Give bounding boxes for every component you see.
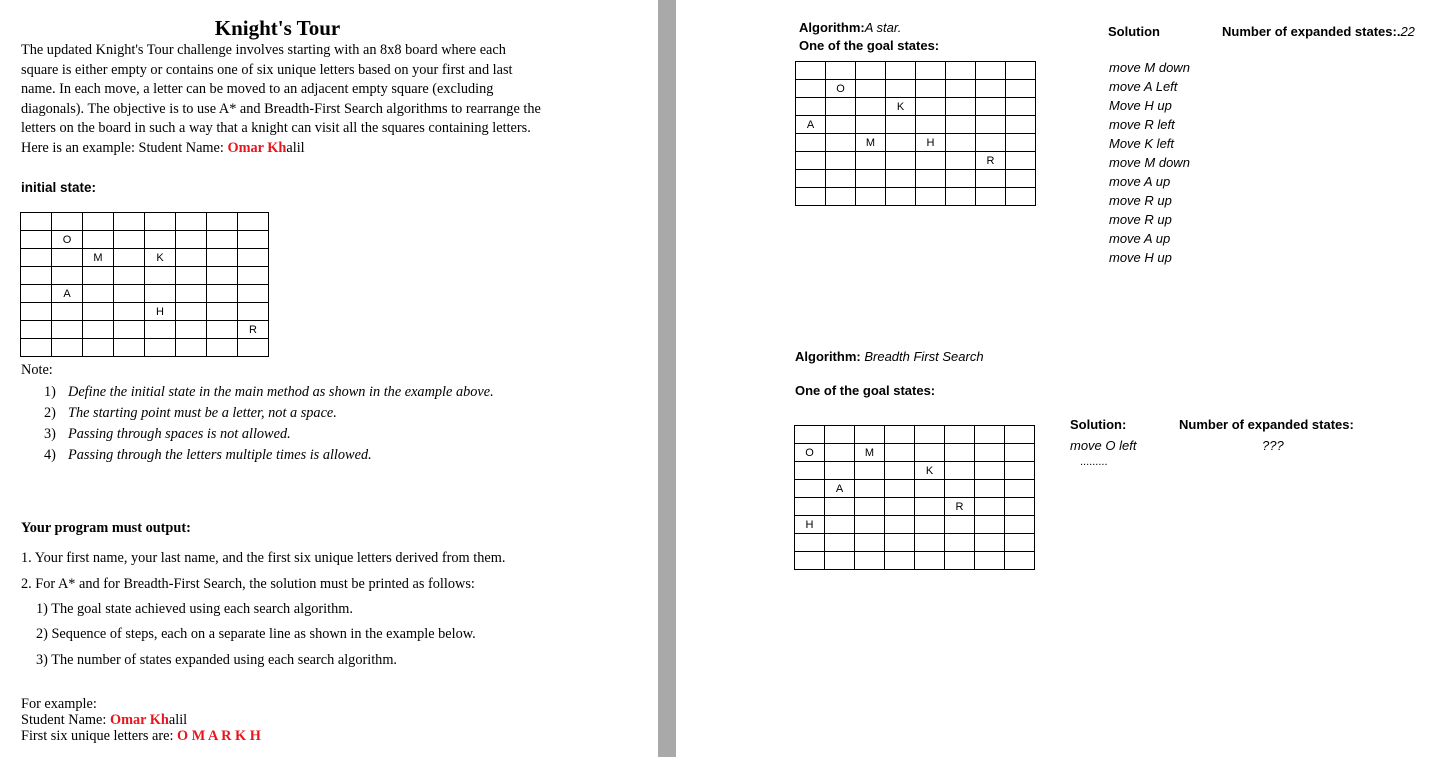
bfs-grid-cell (1005, 462, 1035, 480)
output-subitem: 3) The number of states expanded using each search algorithm. (36, 652, 398, 668)
bfs-expanded-label: Number of expanded states: (1179, 417, 1354, 432)
astar-grid-cell (856, 116, 886, 134)
bfs-grid-cell (885, 480, 915, 498)
bfs-goal-label: One of the goal states: (795, 383, 936, 398)
bfs-grid-cell (855, 480, 885, 498)
initial-grid-cell: H (145, 303, 176, 321)
initial-grid-cell (21, 339, 52, 357)
bfs-grid-cell (945, 516, 975, 534)
initial-state-grid (20, 212, 269, 357)
bfs-grid-row (795, 534, 1035, 552)
output-subitem: 1) The goal state achieved using each search algorithm. (36, 601, 353, 617)
astar-grid-cell (886, 188, 916, 206)
initial-grid-cell (176, 213, 207, 231)
astar-grid-cell (826, 62, 856, 80)
note-text: Passing through the letters multiple times is allowed. (68, 447, 372, 463)
initial-grid-cell (21, 231, 52, 249)
initial-grid-row (21, 213, 269, 231)
initial-grid-cell (207, 303, 238, 321)
initial-grid-cell (238, 339, 269, 357)
bfs-grid-cell (885, 462, 915, 480)
bfs-grid-cell (1005, 426, 1035, 444)
bfs-grid-cell: R (945, 498, 975, 516)
bfs-grid-cell (915, 534, 945, 552)
bfs-grid-cell: A (825, 480, 855, 498)
bfs-grid-cell (915, 498, 945, 516)
initial-grid-cell: A (52, 285, 83, 303)
astar-grid-cell (976, 116, 1006, 134)
astar-grid-cell (1006, 98, 1036, 116)
bfs-grid-cell (855, 498, 885, 516)
example-prefix: Here is an example: Student Name: (21, 139, 228, 156)
bfs-grid-cell (945, 480, 975, 498)
astar-grid-row (796, 152, 1036, 170)
astar-grid-cell (826, 98, 856, 116)
bfs-grid-cell (915, 480, 945, 498)
astar-grid-cell (1006, 62, 1036, 80)
astar-grid-cell (976, 134, 1006, 152)
initial-grid-cell (176, 249, 207, 267)
astar-grid-row (796, 116, 1036, 134)
bfs-grid-cell (945, 552, 975, 570)
astar-solution-label: Solution (1108, 24, 1160, 39)
bfs-algorithm-label: Algorithm: (795, 349, 861, 364)
bfs-grid-cell (795, 480, 825, 498)
initial-grid-row (21, 231, 269, 249)
initial-grid-cell: R (238, 321, 269, 339)
student-name-line (21, 712, 261, 728)
bfs-grid-cell (945, 444, 975, 462)
initial-grid-cell (52, 303, 83, 321)
astar-grid-cell (826, 188, 856, 206)
initial-grid-cell (21, 249, 52, 267)
astar-grid-cell (796, 170, 826, 188)
bfs-grid-cell (975, 552, 1005, 570)
initial-grid-cell (21, 303, 52, 321)
initial-grid-cell (83, 285, 114, 303)
bfs-grid-cell (1005, 444, 1035, 462)
bfs-grid-row (795, 444, 1035, 462)
bfs-grid-cell (795, 498, 825, 516)
bfs-grid-cell (825, 534, 855, 552)
initial-grid-cell (52, 249, 83, 267)
initial-grid-cell (83, 321, 114, 339)
astar-grid-cell (826, 170, 856, 188)
initial-grid-cell (52, 339, 83, 357)
bfs-grid-cell (795, 462, 825, 480)
initial-grid-cell (83, 303, 114, 321)
bfs-grid-cell (975, 462, 1005, 480)
bfs-algorithm-value: Breadth First Search (864, 349, 984, 364)
bfs-grid-cell (795, 426, 825, 444)
initial-grid-row (21, 267, 269, 285)
astar-grid-cell: O (826, 80, 856, 98)
astar-grid-cell (856, 98, 886, 116)
initial-grid-cell (207, 213, 238, 231)
document-title: Knight's Tour (214, 16, 341, 40)
bfs-grid-cell (975, 516, 1005, 534)
astar-grid-cell (1006, 116, 1036, 134)
bfs-grid-cell (885, 534, 915, 552)
astar-grid-cell (976, 170, 1006, 188)
initial-grid-row (21, 249, 269, 267)
initial-state-label: initial state: (21, 180, 97, 195)
astar-grid-row (796, 170, 1036, 188)
bfs-ellipsis: ......... (1080, 456, 1108, 468)
bfs-grid-cell (975, 534, 1005, 552)
bfs-grid-cell (825, 426, 855, 444)
astar-grid-cell (796, 134, 826, 152)
astar-move: move A Left (1109, 79, 1178, 94)
output-item: 1. Your first name, your last name, and the first six unique letters derived from them. (21, 550, 506, 566)
astar-grid-cell (796, 62, 826, 80)
astar-grid-cell (946, 116, 976, 134)
initial-grid-cell (207, 231, 238, 249)
astar-algorithm-value: A star. (864, 20, 902, 35)
bfs-algorithm-line (795, 349, 984, 364)
astar-grid-cell (856, 170, 886, 188)
initial-grid-cell (83, 231, 114, 249)
initial-grid-cell (176, 321, 207, 339)
example-name-rest: alil (286, 139, 305, 156)
bfs-grid-row (795, 498, 1035, 516)
bfs-grid-cell (945, 426, 975, 444)
initial-grid-cell (145, 321, 176, 339)
output-label: Your program must output: (21, 520, 191, 536)
astar-move: move M down (1109, 155, 1190, 170)
initial-grid-cell (83, 339, 114, 357)
bfs-grid-cell: M (855, 444, 885, 462)
astar-grid-cell: A (796, 116, 826, 134)
astar-grid-cell (796, 98, 826, 116)
astar-grid-cell (1006, 188, 1036, 206)
bfs-grid-cell (1005, 534, 1035, 552)
astar-grid-cell (826, 152, 856, 170)
bfs-grid-cell (1005, 516, 1035, 534)
note-text: Passing through spaces is not allowed. (68, 426, 291, 442)
output-item: 2. For A* and for Breadth-First Search, the solution must be printed as follows: (21, 576, 475, 592)
astar-grid-cell (916, 188, 946, 206)
bfs-grid-cell (915, 516, 945, 534)
astar-grid-row (796, 134, 1036, 152)
bfs-grid-cell (975, 444, 1005, 462)
bfs-grid-cell (795, 534, 825, 552)
bfs-grid-cell (855, 462, 885, 480)
initial-grid-cell (83, 213, 114, 231)
intro-text: The updated Knight's Tour challenge involves starting with an 8x8 board where each square is either empty or contains one of six unique letters based on your first and last name. In each move, a letter can be moved to an adjacent empty square (excluding diagonals). The objective is to use A* and Breadth-First Search algorithms to rearrange the letters on the board in such a way that a knight can visit all the squares containing letters. (21, 42, 541, 136)
astar-grid-cell (946, 134, 976, 152)
note-item (44, 383, 514, 402)
student-name-prefix: Student Name: (21, 712, 110, 728)
astar-grid-cell (946, 188, 976, 206)
astar-grid-cell (946, 80, 976, 98)
intro-paragraph (21, 41, 541, 158)
initial-grid-cell (145, 213, 176, 231)
initial-grid-cell (114, 321, 145, 339)
bfs-grid-cell (1005, 552, 1035, 570)
astar-algorithm-line (799, 20, 901, 35)
initial-grid-row (21, 285, 269, 303)
initial-grid-cell (238, 303, 269, 321)
example-line (21, 139, 541, 159)
astar-grid-cell (886, 116, 916, 134)
astar-goal-grid (795, 61, 1036, 206)
note-text: Define the initial state in the main method as shown in the example above. (68, 384, 494, 400)
initial-grid-cell (207, 267, 238, 285)
astar-grid-cell (886, 134, 916, 152)
astar-grid-cell (1006, 80, 1036, 98)
astar-move: move R up (1109, 193, 1172, 208)
bfs-grid-cell (975, 480, 1005, 498)
astar-grid-row (796, 80, 1036, 98)
bfs-grid-row (795, 480, 1035, 498)
astar-grid-cell (826, 116, 856, 134)
note-label: Note: (21, 362, 53, 378)
student-name-red: Omar Kh (109, 712, 169, 728)
astar-grid-cell (1006, 134, 1036, 152)
astar-grid-cell (796, 152, 826, 170)
initial-grid-cell (52, 321, 83, 339)
bfs-solution-label: Solution: (1070, 417, 1127, 432)
initial-grid-cell (207, 249, 238, 267)
astar-grid-cell (916, 116, 946, 134)
astar-grid-cell (976, 62, 1006, 80)
bfs-grid-cell: O (795, 444, 825, 462)
initial-grid-cell (238, 231, 269, 249)
initial-grid-cell: K (145, 249, 176, 267)
bfs-grid-cell (975, 498, 1005, 516)
bfs-grid-row (795, 552, 1035, 570)
astar-grid-cell: R (976, 152, 1006, 170)
initial-grid-cell (21, 285, 52, 303)
astar-algorithm-label: Algorithm: (799, 20, 865, 35)
astar-grid-row (796, 188, 1036, 206)
bfs-grid-cell (825, 552, 855, 570)
note-number: 3) (44, 426, 56, 442)
letters-red: O M A R K H (177, 728, 261, 744)
astar-grid-cell (946, 170, 976, 188)
initial-grid-cell (207, 321, 238, 339)
bfs-grid-cell (825, 444, 855, 462)
initial-grid-cell (114, 231, 145, 249)
bfs-grid-cell (855, 552, 885, 570)
astar-move: move M down (1109, 60, 1190, 75)
astar-grid-cell (976, 188, 1006, 206)
astar-expanded-label: Number of expanded states:. (1222, 24, 1401, 39)
bfs-grid-cell (885, 444, 915, 462)
bfs-first-move: move O left (1070, 438, 1137, 453)
astar-grid-cell (976, 80, 1006, 98)
initial-grid-cell (176, 303, 207, 321)
astar-grid-cell (916, 152, 946, 170)
astar-grid-cell: K (886, 98, 916, 116)
initial-grid-cell (114, 339, 145, 357)
initial-grid-cell: M (83, 249, 114, 267)
astar-grid-row (796, 98, 1036, 116)
bfs-grid-cell (885, 552, 915, 570)
initial-grid-cell (114, 303, 145, 321)
bfs-grid-cell (885, 498, 915, 516)
initial-grid-cell (114, 249, 145, 267)
example-name-red: Omar Kh (227, 139, 287, 156)
initial-grid-cell (207, 339, 238, 357)
astar-grid-cell (886, 80, 916, 98)
initial-grid-cell (176, 339, 207, 357)
note-item (44, 404, 514, 423)
bfs-grid-cell (825, 516, 855, 534)
initial-grid-cell: O (52, 231, 83, 249)
note-number: 2) (44, 405, 56, 421)
astar-grid-cell (946, 98, 976, 116)
astar-grid-cell (886, 170, 916, 188)
notes-list (44, 383, 514, 467)
initial-grid-cell (114, 213, 145, 231)
astar-grid-cell (796, 188, 826, 206)
astar-move: move A up (1109, 174, 1171, 189)
astar-grid-cell (796, 80, 826, 98)
note-text: The starting point must be a letter, not a space. (68, 405, 337, 421)
astar-grid-cell (856, 188, 886, 206)
bfs-goal-grid (794, 425, 1035, 570)
astar-move: move R left (1109, 117, 1175, 132)
bfs-grid-cell (855, 426, 885, 444)
bfs-grid-cell (1005, 498, 1035, 516)
astar-grid-cell (916, 98, 946, 116)
bfs-grid-cell (855, 534, 885, 552)
astar-grid-cell: M (856, 134, 886, 152)
output-subitem: 2) Sequence of steps, each on a separate line as shown in the example below. (36, 626, 476, 642)
astar-grid-cell: H (916, 134, 946, 152)
initial-grid-cell (176, 231, 207, 249)
initial-grid-row (21, 339, 269, 357)
note-item (44, 446, 514, 465)
letters-prefix: First six unique letters are: (21, 728, 178, 744)
letters-line (21, 728, 261, 744)
bfs-grid-row (795, 426, 1035, 444)
initial-grid-cell (21, 267, 52, 285)
initial-grid-cell (21, 321, 52, 339)
astar-grid-row (796, 62, 1036, 80)
initial-grid-cell (114, 285, 145, 303)
initial-grid-cell (114, 267, 145, 285)
initial-grid-cell (21, 213, 52, 231)
astar-grid-cell (856, 152, 886, 170)
astar-move: Move K left (1109, 136, 1175, 151)
astar-goal-label: One of the goal states: (799, 38, 940, 53)
initial-grid-cell (145, 231, 176, 249)
bfs-grid-cell: H (795, 516, 825, 534)
bfs-grid-cell (975, 426, 1005, 444)
astar-grid-cell (886, 152, 916, 170)
initial-grid-cell (176, 267, 207, 285)
initial-grid-row (21, 321, 269, 339)
initial-grid-cell (145, 267, 176, 285)
initial-grid-cell (238, 267, 269, 285)
astar-grid-cell (946, 152, 976, 170)
note-item (44, 425, 514, 444)
astar-expanded-line (1222, 24, 1415, 39)
bfs-grid-cell (945, 462, 975, 480)
astar-grid-cell (916, 62, 946, 80)
initial-grid-row (21, 303, 269, 321)
astar-grid-cell (976, 98, 1006, 116)
student-name-rest: alil (168, 712, 188, 728)
initial-grid-cell (83, 267, 114, 285)
initial-grid-cell (238, 249, 269, 267)
astar-grid-cell (916, 80, 946, 98)
astar-grid-cell (856, 62, 886, 80)
note-number: 1) (44, 384, 56, 400)
bfs-grid-cell (825, 462, 855, 480)
initial-grid-cell (145, 339, 176, 357)
initial-grid-cell (207, 285, 238, 303)
bfs-grid-row (795, 462, 1035, 480)
bfs-grid-cell: K (915, 462, 945, 480)
bfs-grid-cell (915, 426, 945, 444)
astar-grid-cell (916, 170, 946, 188)
bfs-grid-cell (1005, 480, 1035, 498)
astar-move: move A up (1109, 231, 1171, 246)
for-example-label: For example: (21, 696, 97, 712)
astar-grid-cell (826, 134, 856, 152)
page-divider (658, 0, 676, 757)
astar-grid-cell (1006, 170, 1036, 188)
initial-grid-cell (176, 285, 207, 303)
astar-grid-cell (886, 62, 916, 80)
astar-move: Move H up (1109, 98, 1172, 113)
initial-grid-cell (238, 285, 269, 303)
astar-move: move R up (1109, 212, 1172, 227)
initial-grid-cell (145, 285, 176, 303)
astar-grid-cell (856, 80, 886, 98)
note-number: 4) (44, 447, 56, 463)
astar-grid-cell (1006, 152, 1036, 170)
bfs-grid-cell (945, 534, 975, 552)
bfs-expanded-value: ??? (1262, 438, 1284, 453)
bfs-grid-cell (825, 498, 855, 516)
initial-grid-cell (52, 213, 83, 231)
bfs-grid-cell (795, 552, 825, 570)
astar-moves-list (1109, 58, 1193, 267)
bfs-grid-cell (855, 516, 885, 534)
astar-grid-cell (946, 62, 976, 80)
bfs-grid-cell (915, 552, 945, 570)
initial-grid-cell (52, 267, 83, 285)
bfs-grid-cell (885, 516, 915, 534)
example-block (21, 696, 261, 744)
bfs-grid-cell (915, 444, 945, 462)
bfs-grid-row (795, 516, 1035, 534)
initial-grid-cell (238, 213, 269, 231)
astar-move: move H up (1109, 250, 1172, 265)
astar-expanded-value: 22 (1400, 24, 1415, 39)
bfs-grid-cell (885, 426, 915, 444)
